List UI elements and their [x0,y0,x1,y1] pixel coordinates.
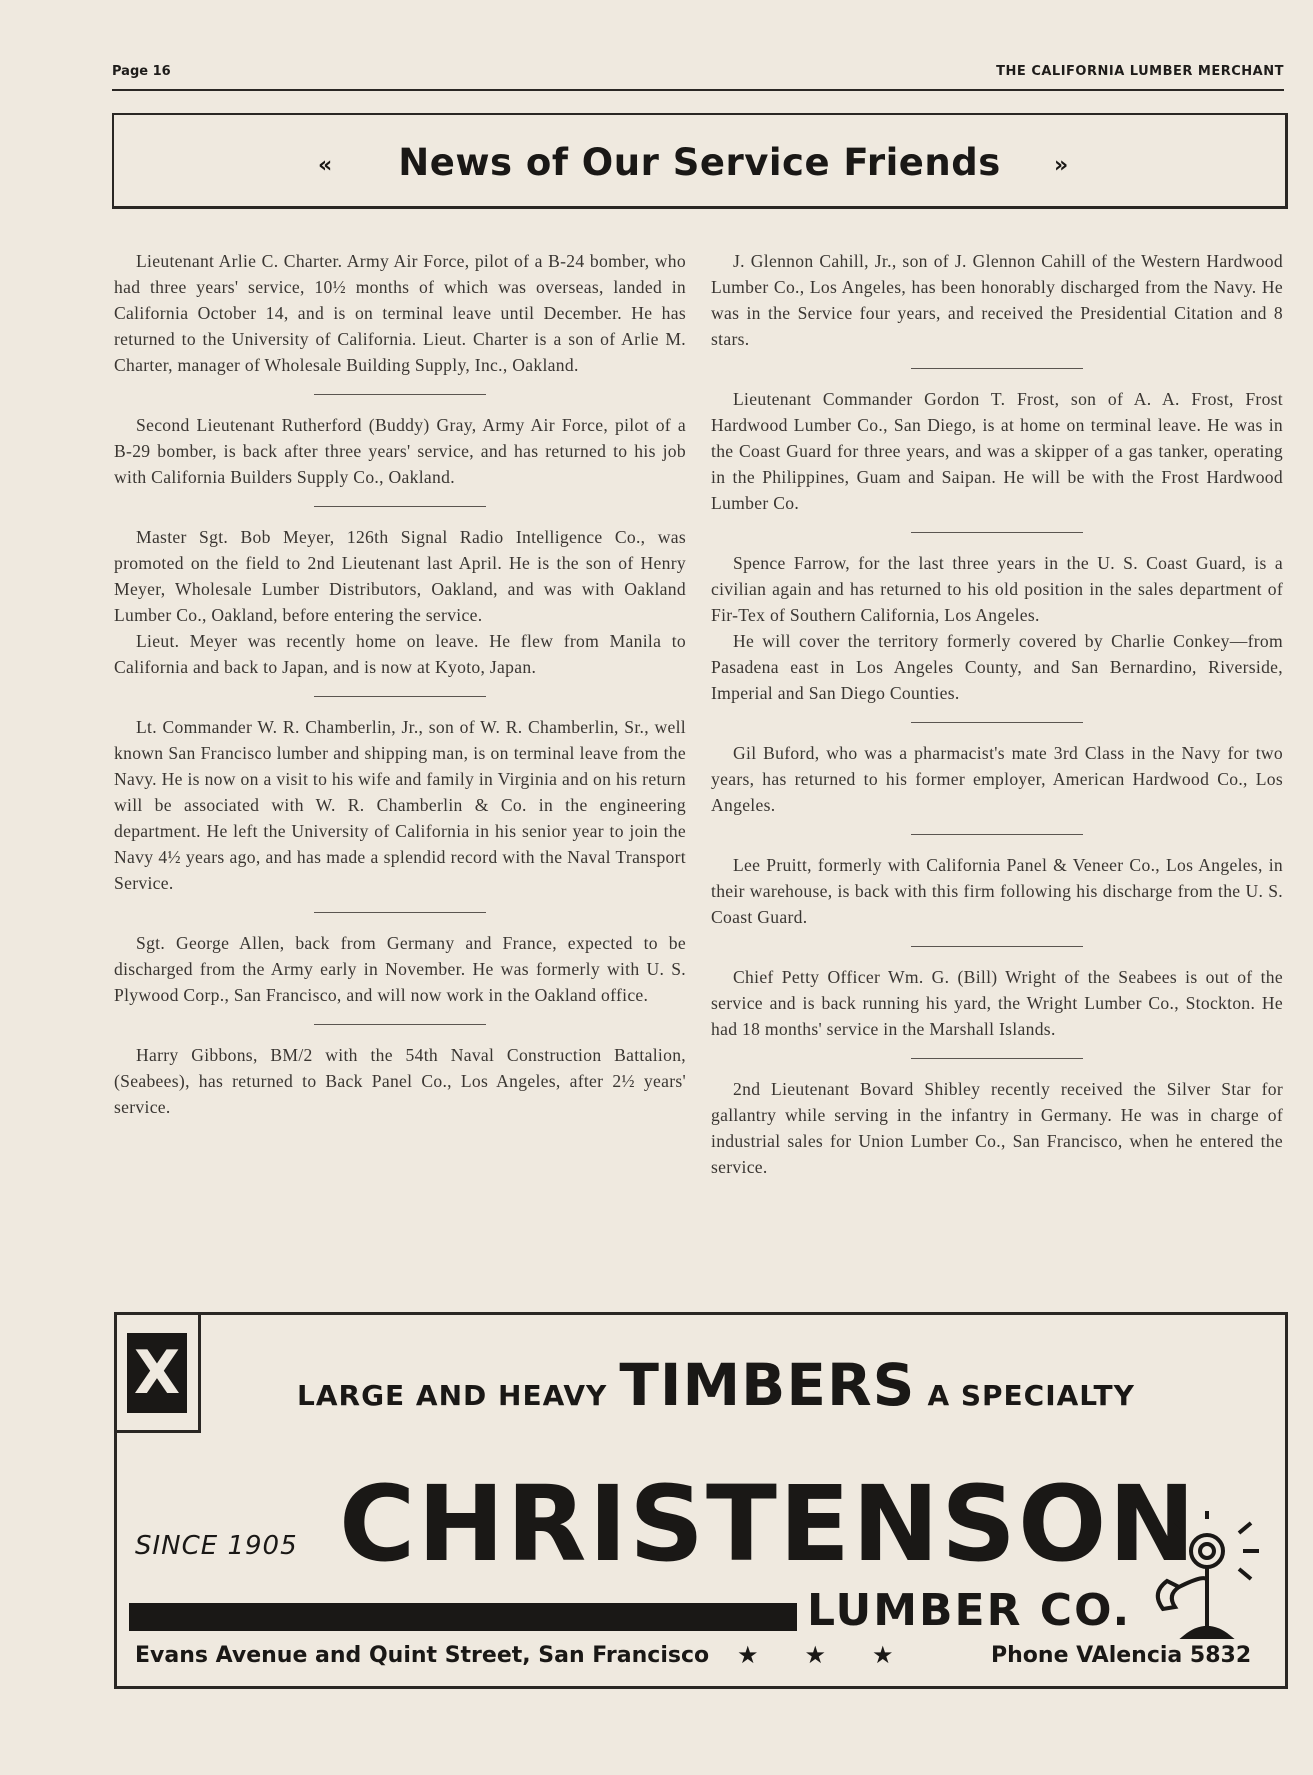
news-item-continuation: Lieut. Meyer was recently home on leave. He flew from Manila to California and back to Japan, and is now at Kyoto, Japan. [114,631,686,677]
since-year: SINCE 1905 [135,1531,298,1561]
page-number: Page 16 [112,64,171,79]
item-separator [911,1058,1083,1059]
tagline-suffix: A SPECIALTY [927,1379,1135,1412]
right-guillemet: » [1054,153,1069,178]
item-separator [314,912,486,913]
news-item: J. Glennon Cahill, Jr., son of J. Glennon Cahill of the Western Hardwood Lumber Co., Los Angeles, has been honorably discharged from the Navy. He was in the Service four years, and received the Presidential Citation and 8 stars. [711,251,1283,349]
company-name: CHRISTENSON [339,1463,1198,1585]
item-separator [911,946,1083,947]
section-title-box [112,113,1288,209]
news-item: Harry Gibbons, BM/2 with the 54th Naval Construction Battalion, (Seabees), has returned to Back Panel Co., Los Angeles, after 2½ years' service. [114,1045,686,1117]
item-separator [911,722,1083,723]
company-suffix: LUMBER CO. [807,1585,1132,1636]
news-item: Master Sgt. Bob Meyer, 126th Signal Radio Intelligence Co., was promoted on the field to 2nd Lieutenant last April. He is the son of Henry Meyer, Wholesale Lumber Distributors, Oakland, and was with Oakland Lumber Co., Oakland, before entering the service. [114,527,686,625]
publication-title: THE CALIFORNIA LUMBER MERCHANT [996,64,1284,79]
item-separator [314,394,486,395]
company-address: Evans Avenue and Quint Street, San Francisco [135,1643,710,1668]
running-header [112,64,1284,86]
news-item: Lieutenant Arlie C. Charter. Army Air Force, pilot of a B-24 bomber, who had three years' service, 10½ months of which was overseas, landed in California October 14, and is on terminal leave until December. He has returned to the University of California. Lieut. Charter is a son of Arlie M. Charter, manager of Wholesale Building Supply, Inc., Oakland. [114,251,686,375]
item-separator [911,368,1083,369]
company-phone: Phone VAlencia 5832 [991,1643,1252,1668]
news-item: Gil Buford, who was a pharmacist's mate 3rd Class in the Navy for two years, has returned to his former employer, American Hardwood Co., Los Angeles. [711,743,1283,815]
decorative-bar [129,1603,797,1631]
news-item: Sgt. George Allen, back from Germany and France, expected to be discharged from the Army early in November. He was formerly with U. S. Plywood Corp., San Francisco, and will now work in the Oakland office. [114,933,686,1005]
item-separator [911,834,1083,835]
news-item: Lt. Commander W. R. Chamberlin, Jr., son of W. R. Chamberlin, Sr., well known San Francisco lumber and shipping man, is on terminal leave from the Navy. He is now on a visit to his wife and family in Virginia and on his return will be associated with W. R. Chamberlin & Co. in the engineering department. He left the University of California in his senior year to join the Navy 4½ years ago, and has made a splendid record with the Naval Transport Service. [114,717,686,893]
star-divider: ★★★ [737,1643,940,1669]
news-item: Lee Pruitt, formerly with California Panel & Veneer Co., Los Angeles, in their warehouse, is back with this firm following his discharge from the U. S. Coast Guard. [711,855,1283,927]
news-item: 2nd Lieutenant Bovard Shibley recently received the Silver Star for gallantry while serving in the infantry in Germany. He was in charge of industrial sales for Union Lumber Co., San Francisco, when he entered the service. [711,1079,1283,1177]
tagline-prefix: LARGE AND HEAVY [297,1379,608,1412]
header-rule [112,89,1284,91]
section-title: News of Our Service Friends [398,141,1001,184]
news-item: Spence Farrow, for the last three years in the U. S. Coast Guard, is a civilian again and has returned to his old position in the sales department of Fir-Tex of Southern California, Los Angeles. [711,553,1283,625]
news-item: Chief Petty Officer Wm. G. (Bill) Wright of the Seabees is out of the service and is back running his yard, the Wright Lumber Co., Stockton. He had 18 months' service in the Marshall Islands. [711,967,1283,1039]
news-item: Lieutenant Commander Gordon T. Frost, son of A. A. Frost, Frost Hardwood Lumber Co., San Diego, is at home on terminal leave. He was in the Coast Guard for three years, and was a skipper of a gas tanker, operating in the Philippines, Guam and Saipan. He will be with the Frost Hardwood Lumber Co. [711,389,1283,513]
right-column [711,248,1283,1180]
left-column [114,248,686,1120]
candlestick-telephone-icon [1127,1511,1267,1651]
left-guillemet: « [318,153,333,178]
x-logo: X [127,1333,187,1413]
ad-tagline [297,1351,1135,1419]
item-separator [314,506,486,507]
item-separator [314,1024,486,1025]
news-item: Second Lieutenant Rutherford (Buddy) Gray, Army Air Force, pilot of a B-29 bomber, is back after three years' service, and has returned to his job with California Builders Supply Co., Oakland. [114,415,686,487]
news-item-continuation: He will cover the territory formerly covered by Charlie Conkey—from Pasadena east in Los Angeles County, and San Bernardino, Riverside, Imperial and San Diego Counties. [711,631,1283,703]
christenson-advertisement [114,1312,1288,1689]
x-logo-box [117,1315,201,1433]
item-separator [911,532,1083,533]
tagline-emphasis: TIMBERS [619,1351,916,1419]
item-separator [314,696,486,697]
